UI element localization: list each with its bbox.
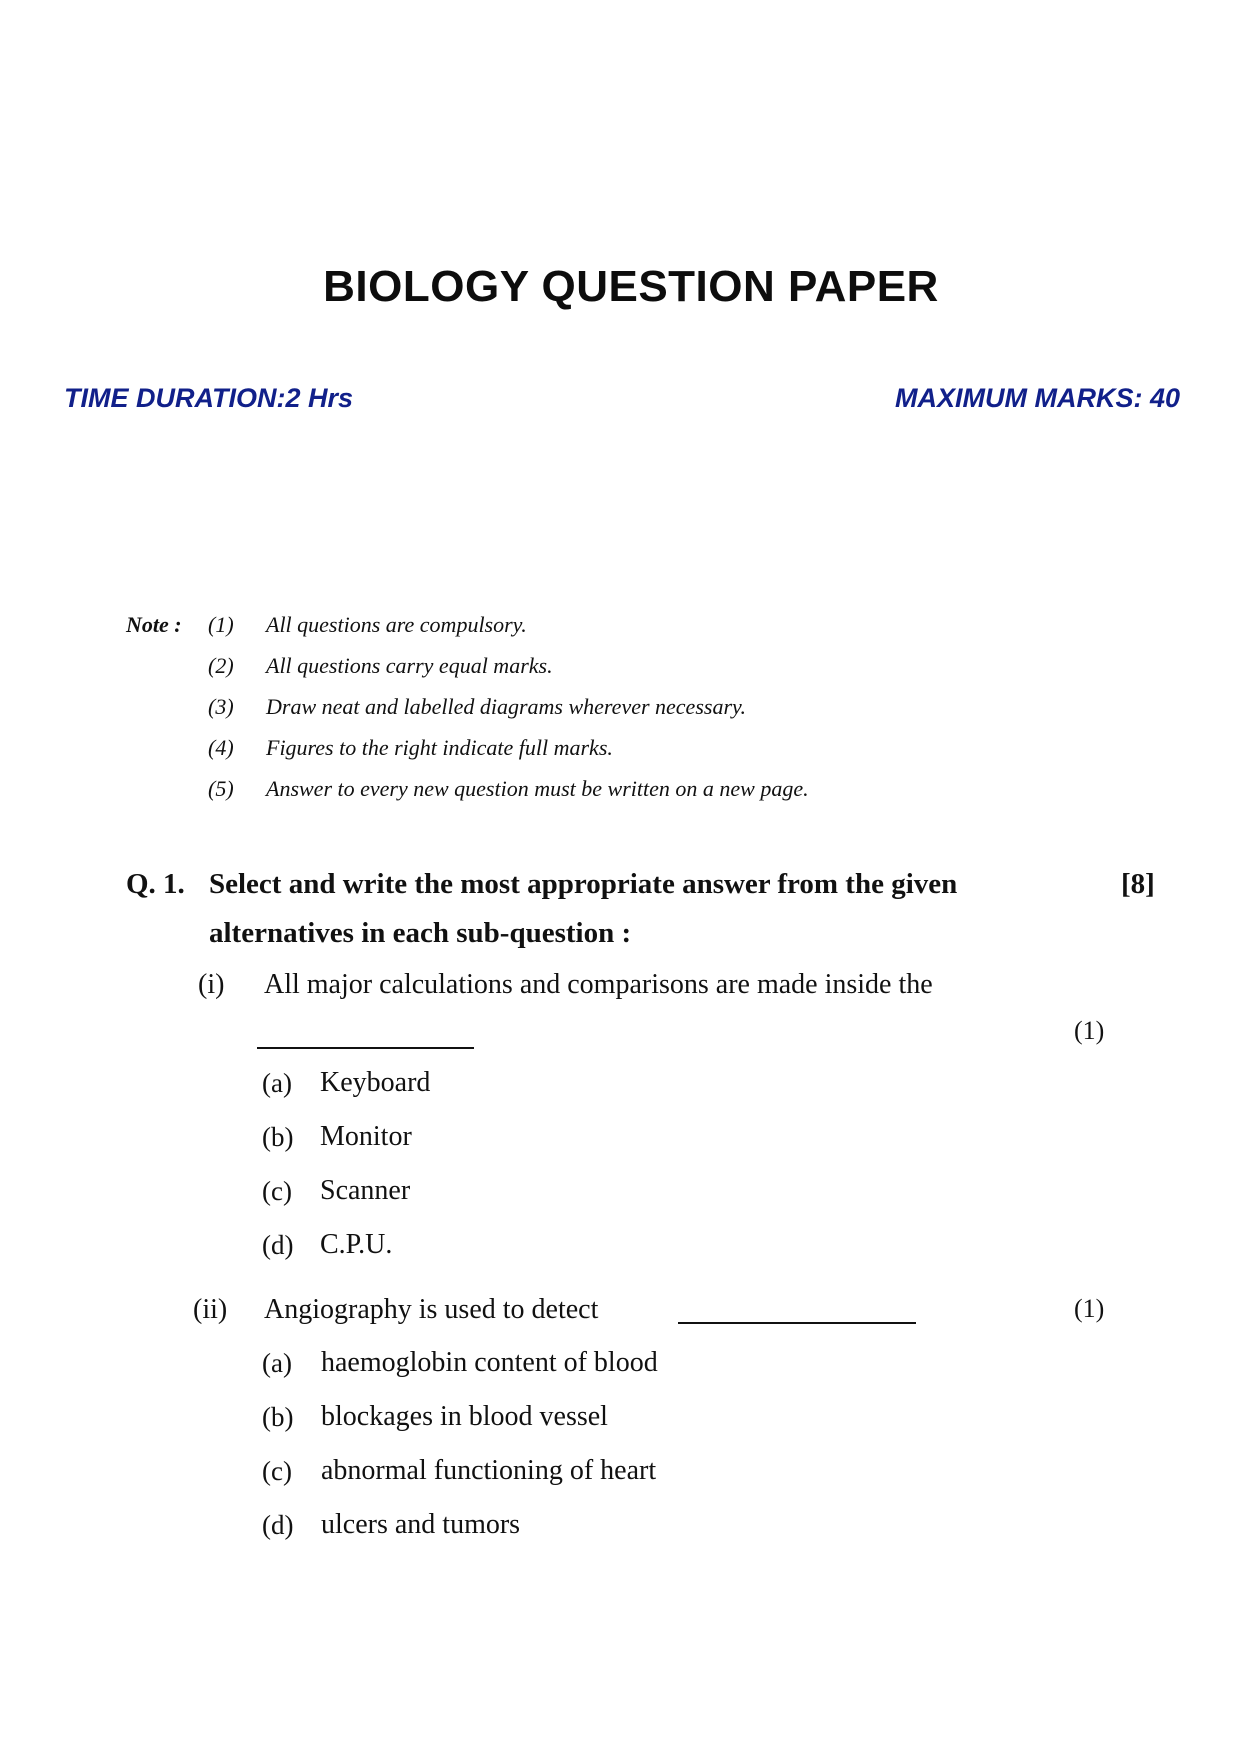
note-text: Figures to the right indicate full marks. [266, 735, 613, 760]
option-label: (a) [262, 1348, 292, 1378]
option-label: (b) [262, 1122, 294, 1152]
note-text: Answer to every new question must be written on a new page. [266, 776, 809, 801]
option-text: abnormal functioning of heart [321, 1455, 657, 1486]
question-instruction-continued: alternatives in each sub-question : [209, 917, 632, 949]
option-label: (d) [262, 1230, 294, 1260]
subquestion-text: Angiography is used to detect [264, 1294, 599, 1325]
option-text: Monitor [320, 1121, 412, 1152]
time-duration: TIME DURATION:2 Hrs [64, 383, 354, 413]
answer-blank [257, 1047, 474, 1049]
answer-blank [678, 1322, 916, 1324]
question-marks: [8] [1121, 868, 1155, 900]
option-text: Keyboard [320, 1067, 431, 1098]
subquestion-text: All major calculations and comparisons are made inside the [264, 969, 933, 1000]
note-number: (1) [208, 612, 234, 637]
subquestion-marks: (1) [1074, 1016, 1105, 1045]
note-text: All questions carry equal marks. [266, 653, 553, 678]
option-label: (b) [262, 1402, 294, 1432]
option-label: (d) [262, 1510, 294, 1540]
note-number: (4) [208, 735, 234, 760]
option-text: haemoglobin content of blood [321, 1347, 658, 1378]
note-number: (5) [208, 776, 234, 801]
option-label: (a) [262, 1068, 292, 1098]
option-label: (c) [262, 1456, 292, 1486]
option-label: (c) [262, 1176, 292, 1206]
note-number: (2) [208, 653, 234, 678]
subquestion-number: (i) [198, 969, 225, 1000]
note-text: Draw neat and labelled diagrams wherever necessary. [266, 694, 747, 719]
note-heading: Note : [126, 612, 182, 637]
maximum-marks: MAXIMUM MARKS: 40 [894, 383, 1180, 413]
subquestion-marks: (1) [1074, 1294, 1105, 1323]
option-text: blockages in blood vessel [321, 1401, 608, 1432]
option-text: Scanner [320, 1175, 411, 1206]
option-text: ulcers and tumors [321, 1509, 521, 1540]
note-number: (3) [208, 694, 234, 719]
note-text: All questions are compulsory. [266, 612, 527, 637]
page-title: BIOLOGY QUESTION PAPER [323, 262, 939, 311]
question-number: Q. 1. [126, 868, 185, 900]
subquestion-number: (ii) [193, 1294, 228, 1325]
option-text: C.P.U. [320, 1229, 393, 1260]
question-instruction: Select and write the most appropriate answer from the given [209, 868, 958, 900]
